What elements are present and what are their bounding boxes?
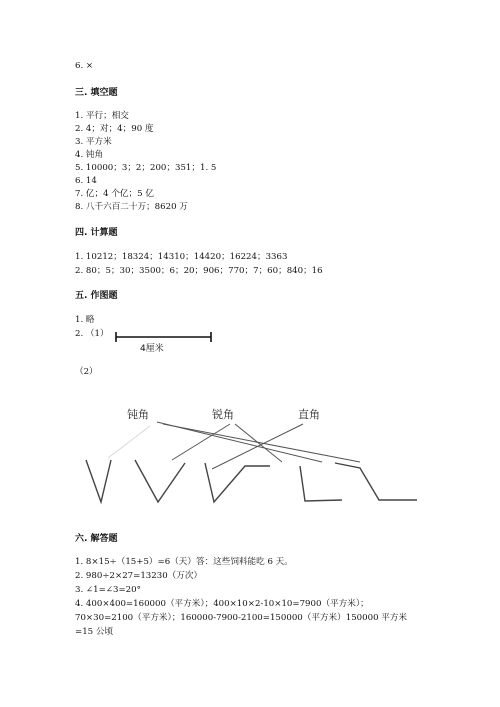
section-title-calculation: 四. 计算题: [75, 228, 118, 238]
word-answer-3: 3. ∠1=∠3=20°: [75, 585, 141, 595]
fill-answer-2: 2. 4；对；4；90 度: [75, 124, 154, 134]
faint-line: [108, 426, 150, 458]
angle-shape-3: [205, 463, 270, 502]
fill-answer-4: 4. 钝角: [75, 150, 104, 160]
angle-shape-5: [335, 463, 417, 500]
matching-lines: [157, 422, 360, 469]
word-answer-4-line3: =15 公顷: [75, 627, 114, 637]
draw-answer-2-prefix: 2. （1）: [75, 329, 109, 339]
fill-answer-6: 6. 14: [75, 176, 97, 186]
label-acute: 锐角: [212, 408, 234, 421]
angle-shape-4: [300, 466, 342, 501]
section-title-drawing: 五. 作图题: [75, 291, 118, 301]
angle-shape-2: [135, 460, 185, 502]
section-title-word-problems: 六. 解答题: [75, 534, 118, 544]
calc-answer-1: 1. 10212；18324；14310；14420；16224；3363: [75, 252, 288, 262]
section-title-fill-blank: 三. 填空题: [75, 88, 118, 98]
fill-answer-1: 1. 平行；相交: [75, 111, 129, 121]
word-answer-4-line1: 4. 400×400=160000（平方米）；400×10×2-10×10=7900（平方米）；: [75, 599, 369, 609]
fill-answer-5: 5. 10000；3；2；200；351；1. 5: [75, 163, 217, 173]
word-answer-4-line2: 70×30=2100（平方米）；160000-7900-2100=150000（平方米）150000 平方米: [75, 613, 408, 623]
ruler-label: 4厘米: [140, 344, 164, 354]
draw-answer-1: 1. 略: [75, 315, 95, 325]
fill-answer-3: 3. 平方米: [75, 137, 112, 147]
fill-answer-7: 7. 亿；4 个亿；5 亿: [75, 189, 154, 199]
fill-answer-8: 8. 八千六百二十万；8620 万: [75, 202, 188, 212]
word-answer-1: 1. 8×15÷（15+5）=6（天）答：这些饲料能吃 6 天。: [75, 557, 293, 567]
calc-answer-2: 2. 80；5；30；3500；6；20；906；770；7；60；840；16: [75, 266, 323, 276]
angle-shape-1: [86, 460, 111, 502]
label-right: 直角: [298, 408, 320, 421]
answer-6-part2: 6. ×: [75, 61, 94, 71]
angle-shapes: [86, 460, 417, 502]
label-obtuse: 钝角: [127, 408, 149, 421]
word-answer-2: 2. 980÷2×27=13230（万次）: [75, 571, 203, 581]
draw-answer-2-part2: （2）: [75, 367, 98, 377]
ruler-segment: [116, 332, 211, 342]
